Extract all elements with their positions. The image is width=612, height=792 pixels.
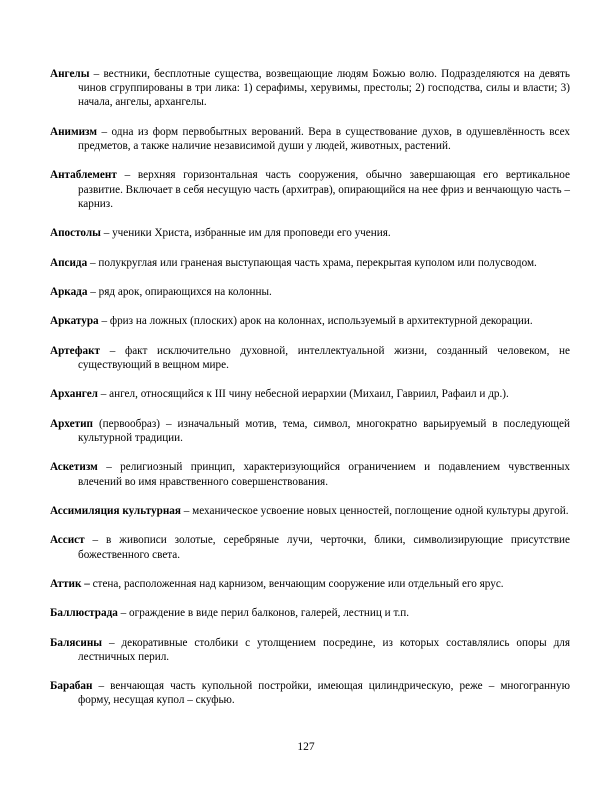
entry-definition: – ряд арок, опирающихся на колонны.	[87, 285, 272, 298]
entry-term: Аркада	[50, 285, 88, 298]
entry-term: Анимизм	[50, 125, 97, 138]
glossary-entry	[50, 460, 570, 488]
entry-term: Аскетизм	[50, 461, 98, 474]
entry-term: Барабан	[50, 680, 93, 693]
entry-term: Аттик –	[50, 577, 90, 590]
entry-term: Артефакт	[50, 344, 101, 357]
entry-definition: – верхняя горизонтальная часть сооружения, обычно завершающая его вертикальное развитие. Включает в себя несущую часть (архитрав), опирающийся на нее фриз и венчающую часть – карниз.	[78, 169, 570, 210]
glossary-entry	[50, 285, 570, 299]
glossary-entry	[50, 67, 570, 110]
entry-term: Ангелы	[50, 68, 90, 80]
entry-definition: – полукруглая или граненая выступающая часть храма, перекрытая куполом или полусводом.	[87, 256, 537, 269]
entry-definition: – фриз на ложных (плоских) арок на колоннах, используемый в архитектурной декорации.	[98, 315, 533, 328]
glossary-entry	[50, 125, 570, 153]
entry-definition: – религиозный принцип, характеризующийся ограничением и подавлением чувственных влечений во имя нравственного совершенствования.	[78, 461, 570, 488]
glossary-entry	[50, 168, 570, 211]
entry-definition: – факт исключительно духовной, интеллектуальной жизни, созданный человеком, не существующий в вещном мире.	[78, 344, 570, 371]
entry-definition: – одна из форм первобытных верований. Вера в существование духов, в одушевлённость всех предметов, а также наличие независимой души у людей, животных, растений.	[78, 125, 570, 152]
entry-term: Аркатура	[50, 315, 99, 328]
entry-term: Балясины	[50, 636, 103, 649]
entry-definition: – декоративные столбики с утолщением посредине, из которых составлялись опоры для лестничных перил.	[78, 636, 570, 663]
glossary-entry	[50, 387, 570, 401]
entry-term: Антаблемент	[50, 169, 117, 182]
entry-definition: – вестники, бесплотные существа, возвещающие людям Божью волю. Подразделяются на девять чинов сгруппированы в три лика: 1) серафимы, херувимы, престолы; 2) господства, силы и власти; 3) начала, ангелы, архангелы.	[78, 68, 570, 109]
glossary-entry	[50, 256, 570, 270]
glossary-entry	[50, 314, 570, 328]
glossary-entries	[50, 67, 570, 723]
entry-definition: – механическое усвоение новых ценностей, поглощение одной культуры другой.	[180, 504, 569, 517]
entry-term: Апостолы	[50, 227, 101, 240]
glossary-entry	[50, 679, 570, 707]
glossary-entry	[50, 606, 570, 620]
entry-definition: стена, расположенная над карнизом, венчающим сооружение или отдельный его ярус.	[89, 577, 504, 590]
entry-term: Архетип	[50, 417, 93, 430]
entry-term: Архангел	[50, 388, 98, 401]
glossary-entry	[50, 417, 570, 445]
entry-definition: (первообраз) – изначальный мотив, тема, символ, многократно варьируемый в последующей культурной традиции.	[78, 417, 570, 444]
entry-definition: – ученики Христа, избранные им для проповеди его учения.	[100, 227, 391, 240]
entry-term: Ассимиляция культурная	[50, 504, 181, 517]
entry-term: Баллюстрада	[50, 607, 118, 620]
entry-term: Апсида	[50, 256, 88, 269]
entry-definition: – в живописи золотые, серебряные лучи, черточки, блики, символизирующие присутствие божественного света.	[78, 534, 570, 561]
glossary-entry	[50, 533, 570, 561]
glossary-entry	[50, 226, 570, 240]
entry-term: Ассист	[50, 534, 85, 547]
entry-definition: – венчающая часть купольной постройки, имеющая цилиндрическую, реже – многогранную форму, несущая купол – скуфью.	[78, 680, 570, 707]
glossary-entry	[50, 344, 570, 372]
page-number: 127	[297, 741, 315, 753]
glossary-entry	[50, 636, 570, 664]
entry-definition: – ограждение в виде перил балконов, галерей, лестниц и т.п.	[117, 607, 410, 620]
glossary-entry	[50, 504, 570, 518]
entry-definition: – ангел, относящийся к III чину небесной иерархии (Михаил, Гавриил, Рафаил и др.).	[97, 388, 509, 401]
glossary-entry	[50, 577, 570, 591]
